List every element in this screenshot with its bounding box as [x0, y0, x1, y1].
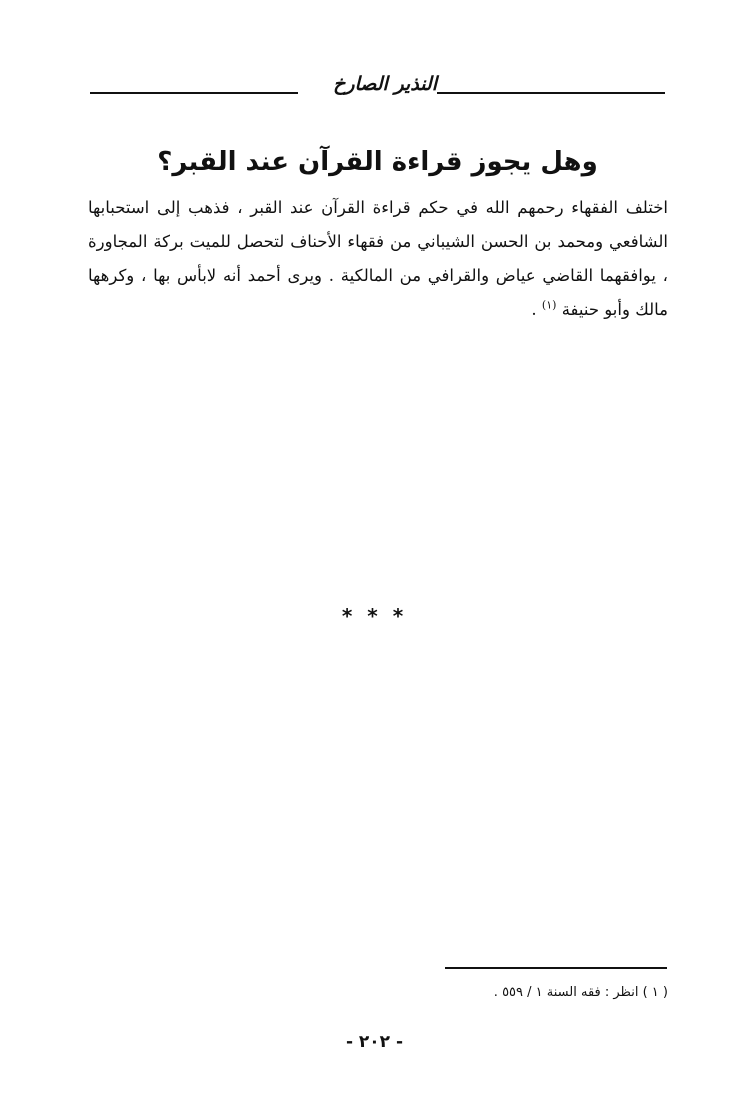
paragraph-end: . — [531, 300, 542, 319]
footnote: ( ١ ) انظر : فقه السنة ١ / ٥٥٩ . — [493, 985, 668, 1000]
footnote-rule — [445, 967, 667, 969]
section-heading: وهل يجوز قراءة القرآن عند القبر؟ — [157, 147, 598, 177]
running-header — [90, 72, 665, 102]
section-separator: * * * — [341, 604, 408, 628]
paragraph-text: اختلف الفقهاء رحمهم الله في حكم قراءة القرآن عند القبر ، فذهب إلى استحبابها الشافعي ومحمد بن الحسن الشيباني من فقهاء الأحناف لتحصل للميت بركة المجاورة ، يوافقهما القاضي عياض والقرافي من المالكية . ويرى أحمد أنه لابأس بها ، وكرهها مالك وأبو حنيفة — [88, 198, 668, 319]
header-rule-left — [90, 92, 298, 94]
header-title: النذير الصارخ — [333, 73, 437, 95]
footnote-reference: (١) — [541, 298, 557, 312]
body-paragraph — [88, 191, 668, 327]
header-rule-right — [437, 92, 665, 94]
page-number: - ٢٠٢ - — [345, 1032, 404, 1052]
